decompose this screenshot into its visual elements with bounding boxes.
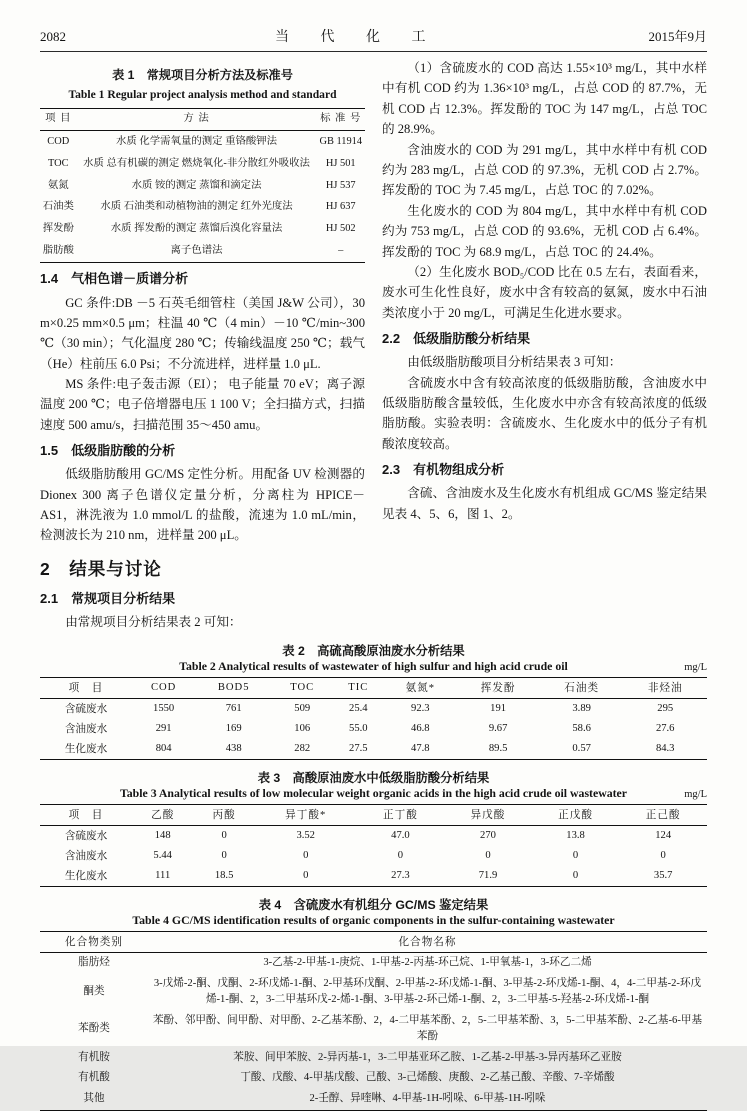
row-header-cell: 其他 — [83, 1093, 105, 1105]
row-header-cell: 氨氮 — [47, 179, 69, 191]
table-2-block — [40, 641, 707, 760]
section-2-2-heading: 2.2 低级脂肪酸分析结果 — [382, 331, 531, 347]
column-header: 氨氮* — [405, 683, 436, 695]
column-header: 标 准 号 — [320, 113, 362, 125]
column-header: 异戊酸 — [470, 810, 506, 822]
table-cell: 58.6 — [572, 723, 591, 735]
table-cell: 5.44 — [153, 850, 172, 862]
table-cell: HJ 502 — [325, 223, 356, 235]
table-row — [40, 974, 707, 1011]
table-1-header-row — [40, 108, 365, 131]
row-header-cell: COD — [47, 135, 70, 147]
table-cell: 111 — [155, 870, 171, 882]
results-paragraph-1: （1）含硫废水的 COD 高达 1.55×10³ mg/L，其中水样中有机 COD 约为 1.36×10³ mg/L，占总 COD 的 87.7%，无机 COD 占 12.3%。挥发酚的 TOC 为 147 mg/L，占总 TOC 的 28.9%。 — [382, 61, 707, 137]
table-cell: GB 11914 — [319, 135, 363, 147]
table-row — [40, 739, 707, 760]
section-1-4-paragraph-1: GC 条件:DB －5 石英毛细管柱（美国 J&W 公司），30 m×0.25 mm×0.5 μm；柱温 40 ℃（4 min）－10 ℃/min~300 ℃（30 min）；气化温度 280 ℃；传输线温度 250 ℃；载气（He）柱前压 6.0 Psi；不分流进样，进样量 1.0 μL. — [40, 295, 365, 371]
table-3-body — [40, 825, 707, 886]
row-header-cell: 含硫废水 — [64, 831, 108, 843]
column-header: 异丁酸* — [285, 810, 327, 822]
results-paragraph-4: （2）生化废水 BOD₅/COD 比在 0.5 左右，表面看来，废水可生化性良好，废水中含有较高的氨氮，废水中石油类浓度小于 20 mg/L，可满足生化进水要求。 — [382, 264, 707, 320]
table-cell: 3.89 — [572, 703, 591, 715]
section-2-1-paragraph-1: 由常规项目分析结果表 2 可知： — [65, 615, 242, 630]
column-header: 石油类 — [564, 683, 600, 695]
table-cell: HJ 637 — [325, 201, 356, 213]
table-cell: 离子色谱法 — [170, 245, 223, 257]
table-row — [40, 1089, 707, 1110]
issue-date: 2015年9月 — [648, 29, 707, 44]
table-row — [40, 1047, 707, 1068]
table-row — [40, 846, 707, 866]
column-header: 丙酸 — [212, 810, 236, 822]
table-cell: 水质 石油类和动植物油的测定 红外光度法 — [100, 201, 293, 213]
left-column — [40, 58, 365, 633]
table-3-unit: mg/L — [684, 788, 707, 800]
table-row — [40, 698, 707, 719]
table-cell: 47.0 — [391, 830, 410, 842]
section-2-3-heading: 2.3 有机物组成分析 — [382, 462, 505, 478]
column-header: 乙酸 — [151, 810, 175, 822]
table-cell: 1550 — [153, 703, 175, 715]
table-cell: 水质 化学需氧量的测定 重铬酸钾法 — [116, 135, 278, 147]
table-cell: 0 — [485, 850, 491, 862]
section-1-4-paragraph-2: MS 条件:电子轰击源（EI）； 电子能量 70 eV；离子源温度 200 ℃；电子倍增器电压 1 100 V；全扫描方式，扫描速度 500 amu/s，扫描范围 35～450 amu。 — [40, 377, 365, 432]
table-cell: 191 — [490, 703, 507, 715]
table-row — [40, 719, 707, 739]
table-2-unit: mg/L — [684, 661, 707, 673]
table-4-header-row — [40, 931, 707, 952]
column-header: 项 目 — [68, 810, 104, 822]
table-cell: 3-戊烯-2-酮、戊酮、2-环戊烯-1-酮、2-甲基环戊酮、2-甲基-2-环戊烯-1-酮、3-甲基-2-环戊烯-1-酮、4，4-二甲基-2-环戊烯-1-酮、2，3-二甲基环戊-2-烯-1-酮、3-甲基-2-环己烯-1-酮、2，3-二甲基-5-羟基-2-环戊烯-1-酮 — [153, 978, 702, 1005]
table-cell: 18.5 — [214, 870, 234, 882]
table-2 — [40, 677, 707, 760]
table-cell: 0.57 — [572, 743, 591, 755]
row-header-cell: 苯酚类 — [78, 1022, 110, 1034]
page-number: 2082 — [40, 29, 66, 44]
table-cell: 84.3 — [655, 743, 675, 755]
table-cell: 761 — [225, 703, 242, 715]
two-column-body — [40, 58, 707, 633]
table-1-body — [40, 131, 365, 263]
table-cell: HJ 501 — [325, 157, 356, 169]
column-header: 正丁酸 — [383, 810, 418, 822]
table-cell: 124 — [655, 830, 672, 842]
table-2-header-row — [40, 677, 707, 698]
table-cell: 13.8 — [566, 830, 585, 842]
table-cell: 9.67 — [488, 723, 508, 735]
table-3-title-zh: 表 3 高酸原油废水中低级脂肪酸分析结果 — [257, 770, 490, 785]
column-header: 正己酸 — [645, 810, 681, 822]
section-2-2-paragraph-1: 由低级脂肪酸项目分析结果表 3 可知： — [407, 355, 622, 370]
table-cell: 丁酸、戊酸、4-甲基戊酸、己酸、3-己烯酸、庚酸、2-乙基己酸、辛酸、7-辛烯酸 — [240, 1072, 615, 1084]
table-1-title-zh: 表 1 常规项目分析方法及标准号 — [112, 68, 293, 82]
table-3 — [40, 804, 707, 887]
table-row — [40, 197, 365, 219]
table-row — [40, 153, 365, 175]
table-cell: 282 — [294, 743, 311, 755]
row-header-cell: TOC — [47, 157, 69, 169]
table-cell: 106 — [294, 723, 311, 735]
row-header-cell: 含硫废水 — [64, 704, 108, 716]
column-header: 挥发酚 — [480, 683, 516, 695]
table-cell: 0 — [660, 850, 666, 862]
section-1-5-heading: 1.5 低级脂肪酸的分析 — [40, 443, 176, 459]
table-cell: 55.0 — [349, 723, 368, 735]
table-cell: – — [338, 245, 344, 257]
table-4-title-zh: 表 4 含硫废水有机组分 GC/MS 鉴定结果 — [258, 897, 489, 912]
section-2-2-paragraph-2: 含硫废水中含有较高浓度的低级脂肪酸，含油废水中低级脂肪酸含量较低，生化废水中亦含有较高浓度的低级脂肪酸。实验表明：含硫废水、生化废水中的低分子有机酸浓度较高。 — [382, 375, 707, 451]
table-cell: 25.4 — [349, 703, 368, 715]
column-header: 方 法 — [183, 113, 210, 125]
column-header: 化合物类别 — [65, 937, 123, 949]
column-header: 项 目 — [45, 113, 72, 125]
table-row — [40, 825, 707, 846]
row-header-cell: 含油废水 — [64, 724, 108, 736]
row-header-cell: 生化废水 — [64, 871, 108, 883]
section-2-1-heading: 2.1 常规项目分析结果 — [40, 591, 176, 607]
table-cell: 47.8 — [411, 743, 430, 755]
table-1-caption — [40, 66, 365, 105]
table-cell: 27.5 — [349, 743, 368, 755]
column-header: TOC — [290, 682, 315, 694]
table-4-caption — [40, 895, 707, 928]
table-row — [40, 952, 707, 973]
table-2-caption — [40, 641, 707, 674]
section-2-3-paragraph-1: 含硫、含油废水及生化废水有机组成 GC/MS 鉴定结果见表 4、5、6，图 1、2。 — [382, 486, 707, 521]
section-2-heading: 2 结果与讨论 — [40, 558, 162, 579]
table-cell: 270 — [480, 830, 496, 842]
table-cell: 3-乙基-2-甲基-1-庚烷、1-甲基-2-丙基-环己烷、1-甲氧基-1，3-环乙二烯 — [263, 957, 592, 969]
column-header: 化合物名称 — [398, 937, 457, 949]
column-header: BOD5 — [217, 682, 250, 694]
table-cell: 291 — [155, 723, 172, 735]
table-cell: 0 — [572, 870, 579, 882]
table-cell: 804 — [155, 743, 172, 755]
table-row — [40, 241, 365, 263]
row-header-cell: 酮类 — [83, 985, 105, 997]
row-header-cell: 生化废水 — [64, 744, 108, 756]
table-3-caption — [40, 768, 707, 801]
table-3-block — [40, 768, 707, 887]
section-1-5-paragraph-1: 低级脂肪酸用 GC/MS 定性分析。用配备 UV 检测器的 Dionex 300 离子色谱仪定量分析，分离柱为 HPICE－AS1，淋洗液为 1.0 mmol/L 的盐酸，流速为 1.0 mL/min，检测波长为 210 nm，进样量 200 μL。 — [40, 467, 365, 543]
table-cell: 0 — [221, 850, 227, 862]
table-2-title-en: Table 2 Analytical results of wastewater of high sulfur and high acid crude oil — [179, 658, 568, 673]
table-1 — [40, 108, 365, 264]
row-header-cell: 脂肪酸 — [42, 245, 74, 257]
table-cell: 169 — [225, 723, 242, 735]
table-1-title-en: Table 1 Regular project analysis method and standard — [68, 87, 337, 101]
column-header: 正戊酸 — [558, 810, 593, 822]
table-row — [40, 175, 365, 197]
table-cell: 27.6 — [655, 723, 675, 735]
table-cell: 92.3 — [411, 703, 430, 715]
table-row — [40, 1010, 707, 1047]
table-row — [40, 219, 365, 241]
table-4-title-en: Table 4 GC/MS identification results of organic components in the sulfur-containing wastewater — [132, 912, 615, 927]
column-header: 非烃油 — [647, 683, 683, 695]
column-header: COD — [150, 682, 177, 694]
row-header-cell: 脂肪烃 — [78, 957, 110, 969]
table-cell: 0 — [572, 850, 579, 862]
row-header-cell: 含油废水 — [64, 851, 108, 863]
table-cell: 148 — [154, 830, 171, 842]
table-cell: 438 — [225, 743, 242, 755]
table-2-body — [40, 698, 707, 759]
table-cell: 0 — [303, 850, 309, 862]
row-header-cell: 有机酸 — [78, 1072, 110, 1084]
row-header-cell: 有机胺 — [78, 1051, 110, 1063]
table-4 — [40, 931, 707, 1111]
table-cell: 509 — [294, 703, 311, 715]
right-column — [382, 58, 707, 633]
table-cell: HJ 537 — [325, 179, 356, 191]
table-row — [40, 131, 365, 153]
table-cell: 3.52 — [296, 830, 315, 842]
table-cell: 水质 挥发酚的测定 蒸馏后溴化容量法 — [110, 223, 283, 235]
table-3-title-en: Table 3 Analytical results of low molecular weight organic acids in the high acid crude oil wastewater — [119, 785, 628, 800]
row-header-cell: 石油类 — [42, 201, 74, 213]
table-cell: 35.7 — [653, 870, 673, 882]
table-2-title-zh: 表 2 高硫高酸原油废水分析结果 — [282, 643, 465, 658]
table-cell: 苯酚、邻甲酚、间甲酚、对甲酚、2-乙基苯酚、2，4-二甲基苯酚、2，5-二甲基苯酚、3，5-二甲基苯酚、2-乙基-6-甲基苯酚 — [152, 1014, 703, 1042]
journal-title: 当 代 化 工 — [274, 30, 440, 45]
results-paragraph-3: 生化废水的 COD 为 804 mg/L，其中水样中有机 COD 约为 753 mg/L，占总 COD 的 93.6%，无机 COD 占 6.4%。挥发酚的 TOC 为 68.9 mg/L，占总 TOC 的 24.4%。 — [382, 203, 707, 259]
table-3-header-row — [40, 804, 707, 825]
table-cell: 0 — [397, 850, 404, 862]
table-cell: 苯胺、间甲苯胺、2-异丙基-1，3-二甲基亚环乙胺、1-乙基-2-甲基-3-异丙基环乙亚胺 — [233, 1051, 622, 1063]
table-cell: 46.8 — [411, 723, 430, 735]
results-paragraph-2: 含油废水的 COD 为 291 mg/L，其中水样中有机 COD 约为 283 mg/L，占总 COD 的 97.3%，无机 COD 占 2.7%。挥发酚的 TOC 为 7.45 mg/L，占总 TOC 的 7.02%。 — [382, 142, 707, 198]
table-cell: 89.5 — [488, 743, 508, 755]
table-4-block — [40, 895, 707, 1111]
table-cell: 水质 铵的测定 蒸馏和滴定法 — [131, 179, 262, 191]
table-row — [40, 866, 707, 887]
column-header: TIC — [348, 682, 369, 694]
column-header: 项 目 — [68, 683, 104, 695]
row-header-cell: 挥发酚 — [42, 223, 74, 235]
table-cell: 27.3 — [391, 870, 410, 882]
table-cell: 295 — [657, 703, 674, 715]
section-1-4-heading: 1.4 气相色谱－质谱分析 — [40, 271, 189, 287]
table-cell: 0 — [303, 870, 309, 882]
table-cell: 0 — [221, 830, 227, 842]
table-cell: 水质 总有机碳的测定 燃烧氧化-非分散红外吸收法 — [83, 157, 310, 169]
table-1-block — [40, 66, 365, 263]
table-4-body — [40, 952, 707, 1110]
running-head — [40, 26, 707, 52]
table-cell: 71.9 — [478, 870, 498, 882]
table-cell: 2-壬醇、异喹啉、4-甲基-1H-吲哚、6-甲基-1H-吲哚 — [309, 1093, 546, 1105]
table-row — [40, 1068, 707, 1089]
